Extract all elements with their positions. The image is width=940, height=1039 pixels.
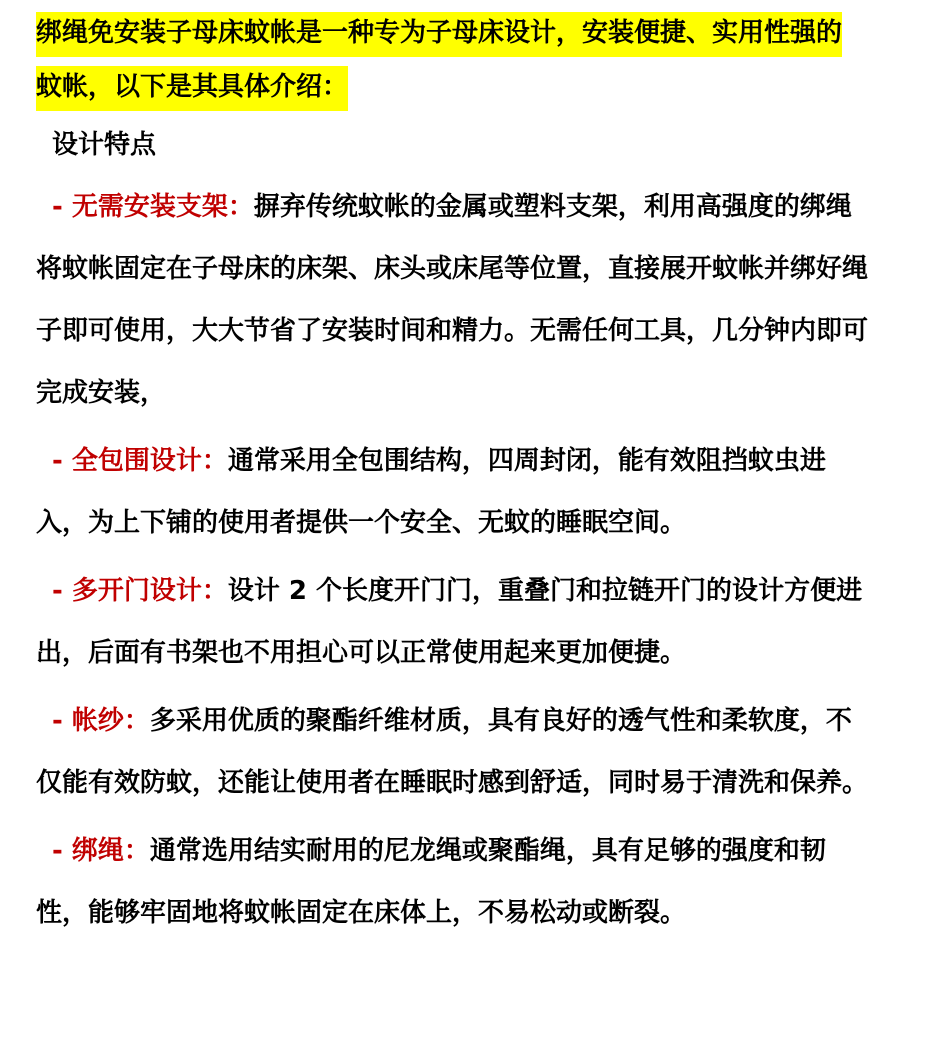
feature-text: 蚊虫进入，为上下铺的使用者提供一个安全、无蚊的睡眠空间。 bbox=[36, 446, 826, 538]
feature-item-net-fabric bbox=[36, 690, 876, 814]
feature-text-line1: 摒弃传统蚊帐的金属或塑料支架，利用高强 bbox=[253, 192, 748, 222]
bullet-dash: - bbox=[52, 446, 72, 476]
bullet-dash: - bbox=[52, 576, 72, 606]
feature-text: 度和韧性，能够牢固地将蚊帐固定在床体上，不易松动或断裂。 bbox=[36, 836, 826, 928]
feature-text: 计方便进出，后面有书架也不用担心可以正常使用起来更加便捷。 bbox=[36, 576, 863, 668]
bullet-dash: - bbox=[52, 706, 72, 736]
section-heading: 设计特点 bbox=[52, 130, 157, 160]
feature-label: 多开门设计： bbox=[71, 576, 228, 606]
feature-text: 软度，不仅能有效防蚊，还能让使用者在睡眠时感到舒适，同时易于清洗和保养。 bbox=[36, 706, 869, 798]
feature-item-full-enclosure bbox=[36, 430, 876, 554]
intro-highlight: 绑绳免安装子母床蚊帐是一种专为子母床设计，安装便捷、实用性强的蚊帐，以下是其具体介绍： bbox=[36, 12, 842, 111]
feature-text-line1: 通常采用全包围结构，四周封闭，能有效阻挡 bbox=[227, 446, 748, 476]
feature-label: 全包围设计： bbox=[71, 446, 228, 476]
document-body bbox=[36, 0, 916, 944]
bullet-dash: - bbox=[52, 836, 72, 866]
bullet-dash: - bbox=[52, 192, 72, 222]
feature-label: 无需安装支架： bbox=[71, 192, 254, 222]
feature-item-no-bracket bbox=[36, 176, 876, 424]
feature-label: 帐纱： bbox=[71, 706, 150, 736]
feature-text-line1: 设计 2 个长度开门门，重叠门和拉链开门的设 bbox=[227, 576, 759, 606]
feature-item-multi-door bbox=[36, 560, 876, 684]
feature-text-line1: 多采用优质的聚酯纤维材质，具有良好的透气性和柔 bbox=[149, 706, 748, 736]
intro-paragraph bbox=[36, 0, 866, 114]
feature-item-rope bbox=[36, 820, 876, 944]
feature-text-line1: 通常选用结实耐用的尼龙绳或聚酯绳，具有足够的强 bbox=[149, 836, 748, 866]
feature-label: 绑绳： bbox=[71, 836, 150, 866]
feature-text: 度的绑绳将蚊帐固定在子母床的床架、床头或床尾等位置，直接展开蚊帐并绑好绳子即可使用，大大节省了安装时间和精力。无需任何工具，几分钟内即可完成安装， bbox=[36, 192, 869, 408]
